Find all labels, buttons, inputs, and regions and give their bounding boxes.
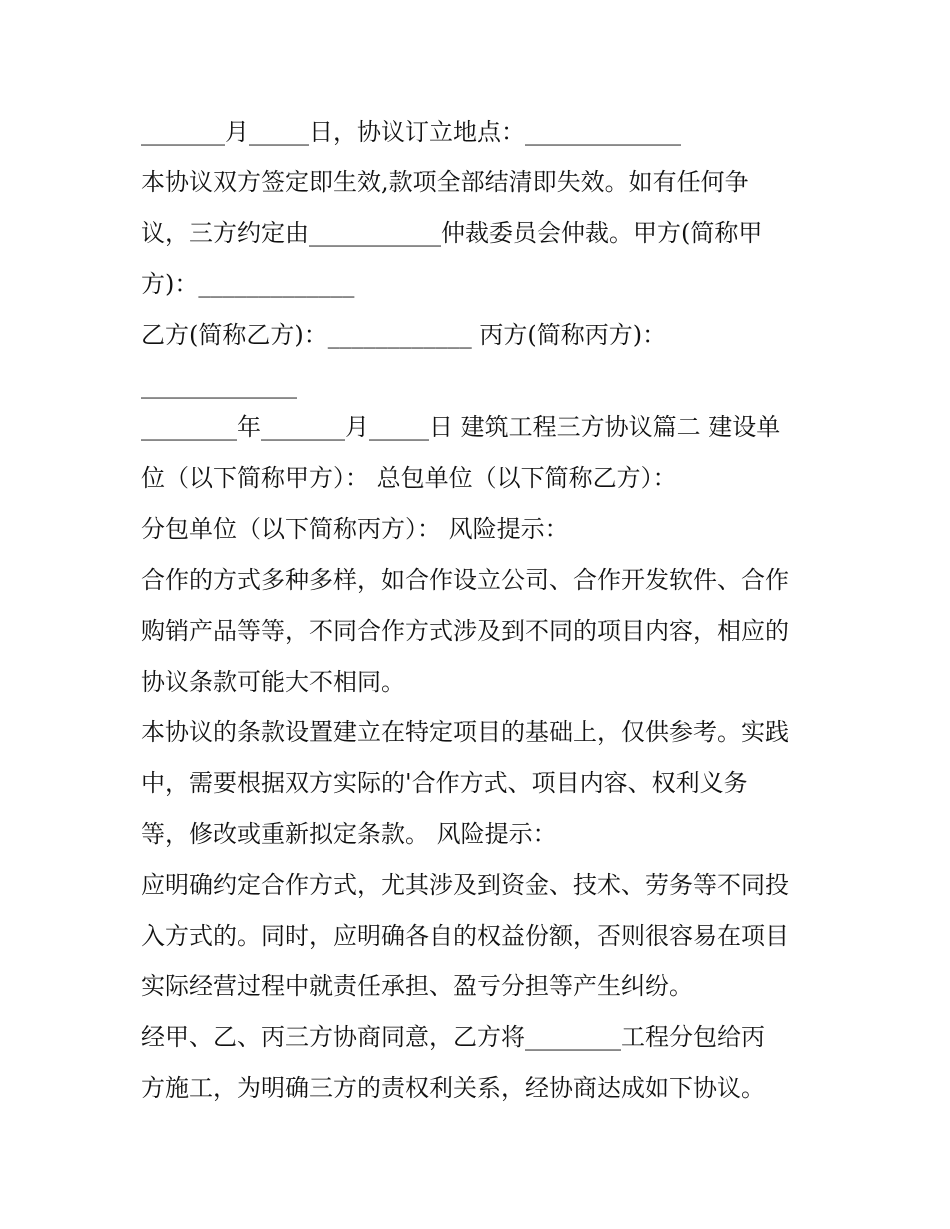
- text-line-12: 协议条款可能大不相同。: [141, 668, 405, 696]
- text-line-19: 经甲、乙、丙三方协商同意，乙方将________工程分包给丙: [141, 1023, 765, 1051]
- text-line-14: 中，需要根据双方实际的'合作方式、项目内容、权利义务: [141, 769, 748, 797]
- text-line-7: ________年_______月_____日 建筑工程三方协议篇二 建设单: [141, 413, 781, 441]
- text-line-5: 乙方(简称乙方)：____________ 丙方(简称丙方)：: [141, 321, 667, 349]
- text-line-16: 应明确约定合作方式，尤其涉及到资金、技术、劳务等不同投: [141, 871, 789, 899]
- text-line-20: 方施工，为明确三方的责权利关系，经协商达成如下协议。: [141, 1074, 765, 1102]
- text-line-11: 购销产品等等，不同合作方式涉及到不同的项目内容，相应的: [141, 617, 789, 645]
- text-line-17: 入方式的。同时，应明确各自的权益份额，否则很容易在项目: [141, 922, 789, 950]
- text-line-9: 分包单位（以下简称丙方）： 风险提示：: [141, 515, 569, 543]
- text-line-13: 本协议的条款设置建立在特定项目的基础上，仅供参考。实践: [141, 718, 789, 746]
- text-line-15: 等，修改或重新拟定条款。 风险提示：: [141, 820, 557, 848]
- text-line-3: 议，三方约定由___________仲裁委员会仲裁。甲方(简称甲: [141, 219, 763, 247]
- text-line-1: _______月_____日，协议订立地点：_____________: [141, 118, 681, 146]
- text-line-18: 实际经营过程中就责任承担、盈亏分担等产生纠纷。: [141, 972, 693, 1000]
- text-line-2: 本协议双方签定即生效,款项全部结清即失效。如有任何争: [141, 168, 749, 196]
- text-line-6: _____________: [141, 371, 297, 399]
- text-line-4: 方)：_____________: [141, 270, 355, 298]
- text-line-8: 位（以下简称甲方）： 总包单位（以下简称乙方）：: [141, 464, 677, 492]
- text-line-10: 合作的方式多种多样，如合作设立公司、合作开发软件、合作: [141, 566, 789, 594]
